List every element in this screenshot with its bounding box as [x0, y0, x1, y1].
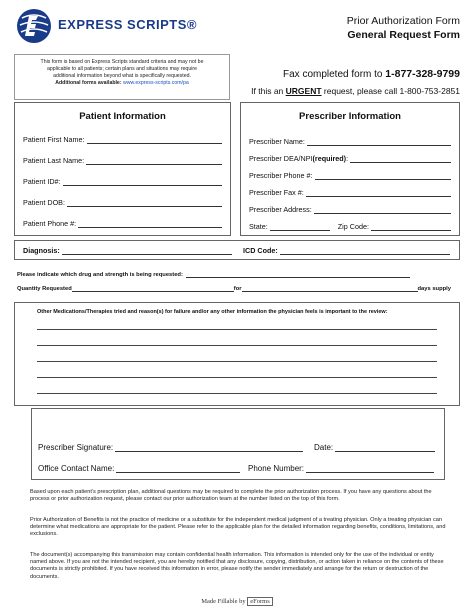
prescriber-zip-field[interactable]: [371, 223, 451, 231]
diagnosis-field[interactable]: [62, 247, 232, 255]
prescriber-state-zip-row: [249, 222, 451, 231]
patient-dob-field[interactable]: [67, 199, 222, 207]
patient-id-row: [23, 177, 222, 186]
patient-id-label: Patient ID#:: [23, 177, 61, 186]
fax-number: 1-877-328-9799: [385, 68, 460, 80]
prescriber-phone-field[interactable]: [315, 172, 451, 180]
patient-id-field[interactable]: [63, 178, 222, 186]
prescriber-dea-colon: :: [346, 154, 349, 163]
disclaimer-paragraph-1: Based upon each patient’s prescription plan, additional questions may be required to complete the prior authorization process. If you have any questions about the process or prior authorization request, please contact our prior authorization team at the number listed on the top of this form.: [30, 489, 432, 503]
additional-forms-label: Additional forms available:: [55, 80, 122, 86]
additional-forms-link[interactable]: www.express-scripts.com/pa: [123, 80, 189, 86]
form-title-block: [347, 14, 460, 42]
date-field[interactable]: [335, 443, 435, 452]
patient-phone-label: Patient Phone #:: [23, 219, 77, 228]
patient-phone-row: [23, 219, 222, 228]
form-subtitle: General Request Form: [347, 29, 460, 41]
diagnosis-box: [14, 240, 460, 260]
fax-prefix: Fax completed form to: [283, 69, 386, 80]
prescriber-fax-row: [249, 188, 451, 197]
prescriber-state-label: State:: [249, 222, 268, 231]
prescriber-dea-field[interactable]: [350, 155, 451, 163]
notice-line-3: additional information beyond what is specifically requested.: [53, 73, 191, 79]
footer: [0, 598, 474, 605]
patient-first-name-row: [23, 135, 222, 144]
prescriber-address-field[interactable]: [314, 206, 451, 214]
notice-line-2: applicable to all patients; certain plans and situations may require: [47, 66, 197, 72]
urgent-suffix: request, please call 1-800-753-2851: [321, 86, 460, 96]
phone-number-row: [248, 464, 434, 473]
prescriber-signature-field[interactable]: [115, 443, 303, 452]
icd-code-row: [243, 246, 450, 255]
patient-dob-row: [23, 198, 222, 207]
prescriber-zip-label: Zip Code:: [337, 222, 369, 231]
quantity-label: Quantity Requested: [17, 286, 72, 292]
patient-dob-label: Patient DOB:: [23, 198, 65, 207]
prescriber-phone-row: [249, 171, 451, 180]
prescriber-state-field[interactable]: [270, 223, 330, 231]
fax-block: [251, 66, 460, 99]
prescriber-dea-required: (required): [312, 154, 347, 163]
quantity-row: [17, 285, 451, 292]
other-medications-line-1[interactable]: [37, 329, 437, 330]
signature-box: [31, 408, 445, 480]
footer-prefix: Made Fillable by: [201, 598, 248, 605]
prescriber-fax-label: Prescriber Fax #:: [249, 188, 304, 197]
urgent-prefix: If this an: [251, 86, 286, 96]
prescriber-fax-field[interactable]: [306, 189, 451, 197]
drug-strength-label: Please indicate which drug and strength is being requested:: [17, 272, 183, 278]
patient-first-name-field[interactable]: [87, 136, 222, 144]
prescriber-name-field[interactable]: [307, 138, 451, 146]
footer-brand-link[interactable]: eForms: [247, 597, 273, 606]
date-label: Date:: [314, 443, 334, 452]
for-label: for: [233, 286, 242, 292]
days-supply-label: days supply: [417, 286, 452, 292]
office-contact-row: [38, 464, 240, 473]
icd-code-field[interactable]: [280, 247, 450, 255]
prescriber-name-label: Prescriber Name:: [249, 137, 305, 146]
drug-strength-row: [17, 271, 410, 278]
patient-phone-field[interactable]: [78, 220, 222, 228]
notice-line-1: This form is based on Express Scripts standard criteria and may not be: [40, 59, 204, 65]
brand-name: EXPRESS SCRIPTS®: [58, 17, 197, 32]
prescriber-information-box: [240, 102, 460, 236]
patient-information-box: [14, 102, 231, 236]
other-medications-line-2[interactable]: [37, 345, 437, 346]
urgent-word: URGENT: [285, 86, 322, 96]
days-supply-field[interactable]: [242, 285, 418, 292]
other-medications-line-4[interactable]: [37, 377, 437, 378]
drug-strength-field[interactable]: [186, 271, 410, 278]
patient-information-title: Patient Information: [79, 111, 166, 122]
prescriber-address-row: [249, 205, 451, 214]
other-medications-label: Other Medications/Therapies tried and reason(s) for failure and/or any other information the physician feels is important to the review:: [37, 309, 388, 315]
phone-number-field[interactable]: [306, 464, 434, 473]
icd-code-label: ICD Code:: [243, 246, 278, 255]
disclaimer-paragraph-3: The document(s) accompanying this transmission may contain confidential health information. This information is intended only for the use of the individual or entity named above. If you are not the intended recipient, you are hereby notified that any disclosure, copying, distribution, or action taken in reliance on the contents of these documents is strictly prohibited. If you have received this information in error, please notify the sender immediately and arrange for the return or destruction of the documents.: [30, 552, 444, 580]
other-medications-line-5[interactable]: [37, 393, 437, 394]
patient-last-name-label: Patient Last Name:: [23, 156, 85, 165]
quantity-field[interactable]: [72, 285, 234, 292]
form-title: Prior Authorization Form: [346, 15, 460, 27]
disclaimer-paragraph-2: Prior Authorization of Benefits is not the practice of medicine or a substitute for the independent medical judgment of a treating physician. Only a treating physician can determine what medications are appropriate for the patient. Please refer to the applicable plan for the detailed information regarding benefits, conditions, limitations, and exclusions.: [30, 517, 446, 538]
express-scripts-logo: [14, 6, 197, 46]
prescriber-signature-row: [38, 443, 303, 452]
prescriber-dea-row: [249, 154, 451, 163]
diagnosis-label: Diagnosis:: [23, 246, 60, 255]
diagnosis-row: [23, 246, 232, 255]
date-row: [314, 443, 435, 452]
prescriber-signature-label: Prescriber Signature:: [38, 443, 114, 452]
prescriber-phone-label: Prescriber Phone #:: [249, 171, 313, 180]
prescriber-information-title: Prescriber Information: [299, 111, 401, 122]
office-contact-field[interactable]: [116, 464, 240, 473]
patient-first-name-label: Patient First Name:: [23, 135, 85, 144]
prescriber-address-label: Prescriber Address:: [249, 205, 312, 214]
globe-logo-icon: [16, 8, 52, 44]
other-medications-box: [14, 302, 460, 406]
patient-last-name-row: [23, 156, 222, 165]
prescriber-name-row: [249, 137, 451, 146]
patient-last-name-field[interactable]: [86, 157, 222, 165]
notice-box: [14, 54, 230, 100]
other-medications-line-3[interactable]: [37, 361, 437, 362]
phone-number-label: Phone Number:: [248, 464, 305, 473]
prescriber-dea-label: Prescriber DEA/NPI: [249, 154, 313, 163]
office-contact-label: Office Contact Name:: [38, 464, 115, 473]
